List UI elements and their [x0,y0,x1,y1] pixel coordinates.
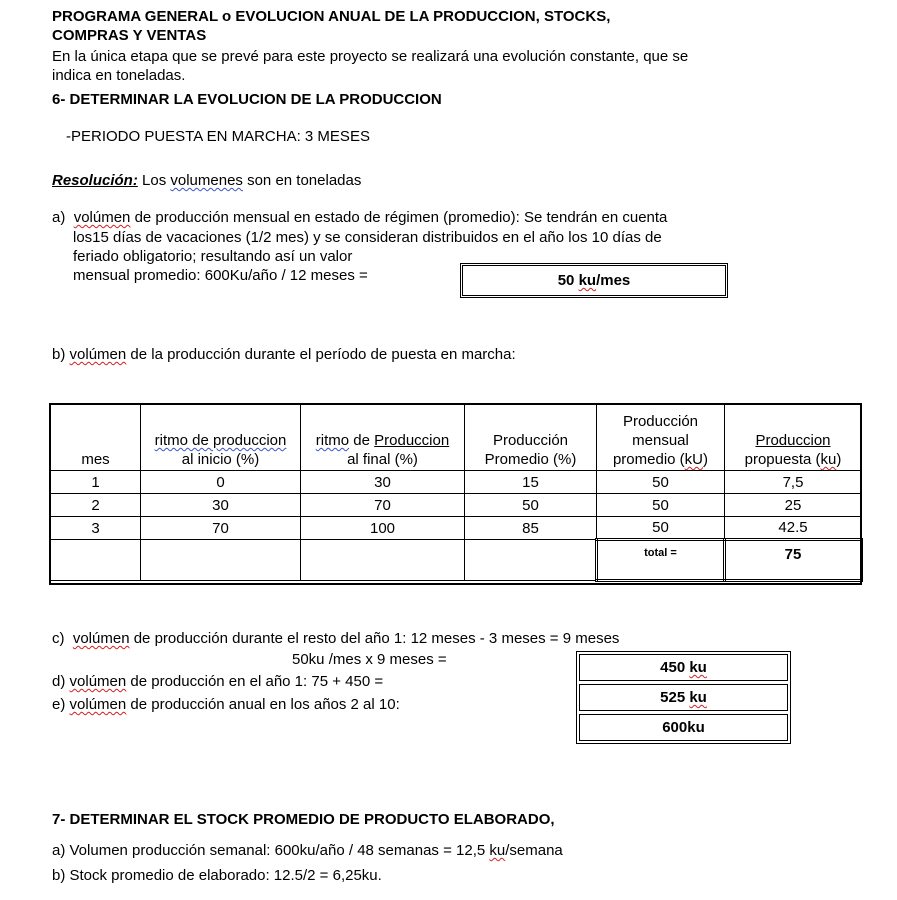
total-value: 75 [725,540,862,581]
section7-a-text: a) Volumen producción semanal: 600ku/año / 48 semanas = 12,5 [52,842,486,859]
header-mes: mes [51,405,141,471]
header-ritmo-final: ritmo de Produccion al final (%) [301,405,465,471]
item-a-line2: los15 días de vacaciones (1/2 mes) y se consideran distribuidos en el año los 10 días de [73,229,662,246]
cell-empty [301,540,465,581]
resolucion-line [52,172,361,190]
item-c-text: de producción durante el resto del año 1: 12 meses - 3 meses = 9 meses [133,630,620,647]
cell-final: 70 [301,494,465,517]
cell-mensual: 50 [597,517,725,540]
item-b-text: de la producción durante el período de puesta en marcha: [130,346,516,363]
item-a-volumen: volúmen [73,209,131,226]
total-label: total = [597,540,725,581]
resolucion-volumenes: volumenes [170,172,243,189]
item-b-line [52,346,516,364]
item-e-prefix: e) [52,696,66,713]
section7-a-ku: ku [489,842,506,859]
section7-a [52,842,563,860]
header-ritmo-inicio: ritmo de produccion al inicio (%) [141,405,301,471]
document-title-line2: COMPRAS Y VENTAS [52,27,207,44]
section7-heading: 7- DETERMINAR EL STOCK PROMEDIO DE PRODUCTO ELABORADO, [52,811,555,828]
cell-inicio: 70 [141,517,301,540]
header-mensual: Producción mensual promedio (kU) [597,405,725,471]
cell-inicio: 0 [141,471,301,494]
cell-propuesta: 25 [725,494,862,517]
intro-line2: indica en toneladas. [52,67,186,84]
section7-b: b) Stock promedio de elaborado: 12.5/2 = 6,25ku. [52,867,382,884]
table-row [51,517,862,540]
cell-empty [51,540,141,581]
item-d-text: de producción en el año 1: 75 + 450 = [130,673,384,690]
item-b-volumen: volúmen [69,346,127,363]
item-a-line4: mensual promedio: 600Ku/año / 12 meses = [73,267,368,284]
section7-a-unit: /semana [505,842,563,859]
cell-mensual: 50 [597,494,725,517]
monthly-result-box [460,263,728,298]
item-a-prefix: a) [52,209,66,226]
item-e-line [52,696,400,714]
item-c-line1 [52,630,619,648]
table-row [51,471,862,494]
intro-line1: En la única etapa que se prevé para este proyecto se realizará una evolución constante, que se [52,48,689,65]
cell-mensual: 50 [597,471,725,494]
item-e-text: de producción anual en los años 2 al 10: [130,696,400,713]
cell-mes: 2 [51,494,141,517]
item-a-text: de producción mensual en estado de régimen (promedio): Se tendrán en cuenta [134,209,668,226]
result-box-1 [579,654,788,681]
resolucion-rest: son en toneladas [247,172,362,189]
cell-final: 30 [301,471,465,494]
cell-propuesta: 42.5 [725,517,862,540]
monthly-result: 50 ku/mes [557,272,631,289]
result-box-2 [579,684,788,711]
table-row [51,494,862,517]
header-propuesta: Produccion propuesta (ku) [725,405,862,471]
item-b-prefix: b) [52,346,66,363]
cell-mes: 1 [51,471,141,494]
table-header-row [51,405,862,471]
result-525: 525 ku [660,689,707,706]
document-title-line1: PROGRAMA GENERAL o EVOLUCION ANUAL DE LA PRODUCCION, STOCKS, [52,8,611,25]
item-d-volumen: volúmen [69,673,127,690]
production-table [50,404,863,582]
result-450: 450 ku [660,659,707,676]
cell-promedio: 50 [465,494,597,517]
result-box-3 [579,714,788,741]
item-d-line [52,673,383,691]
cell-promedio: 15 [465,471,597,494]
cell-propuesta: 7,5 [725,471,862,494]
header-promedio: Producción Promedio (%) [465,405,597,471]
item-c-volumen: volúmen [72,630,130,647]
section6-heading: 6- DETERMINAR LA EVOLUCION DE LA PRODUCCION [52,91,442,108]
cell-inicio: 30 [141,494,301,517]
item-d-prefix: d) [52,673,66,690]
cell-empty [141,540,301,581]
item-e-volumen: volúmen [69,696,127,713]
cell-mes: 3 [51,517,141,540]
result-600: 600ku [662,719,705,736]
table-total-row [51,540,862,581]
cell-empty [465,540,597,581]
item-c-prefix: c) [52,630,65,647]
item-a-line1 [52,209,667,227]
resolucion-label: Resolución: [52,172,138,189]
item-a-line3: feriado obligatorio; resultando así un valor [73,248,353,265]
resolucion-word: Los [142,172,167,189]
cell-promedio: 85 [465,517,597,540]
item-c-line2: 50ku /mes x 9 meses = [292,651,447,668]
periodo-line: -PERIODO PUESTA EN MARCHA: 3 MESES [66,128,370,145]
cell-final: 100 [301,517,465,540]
